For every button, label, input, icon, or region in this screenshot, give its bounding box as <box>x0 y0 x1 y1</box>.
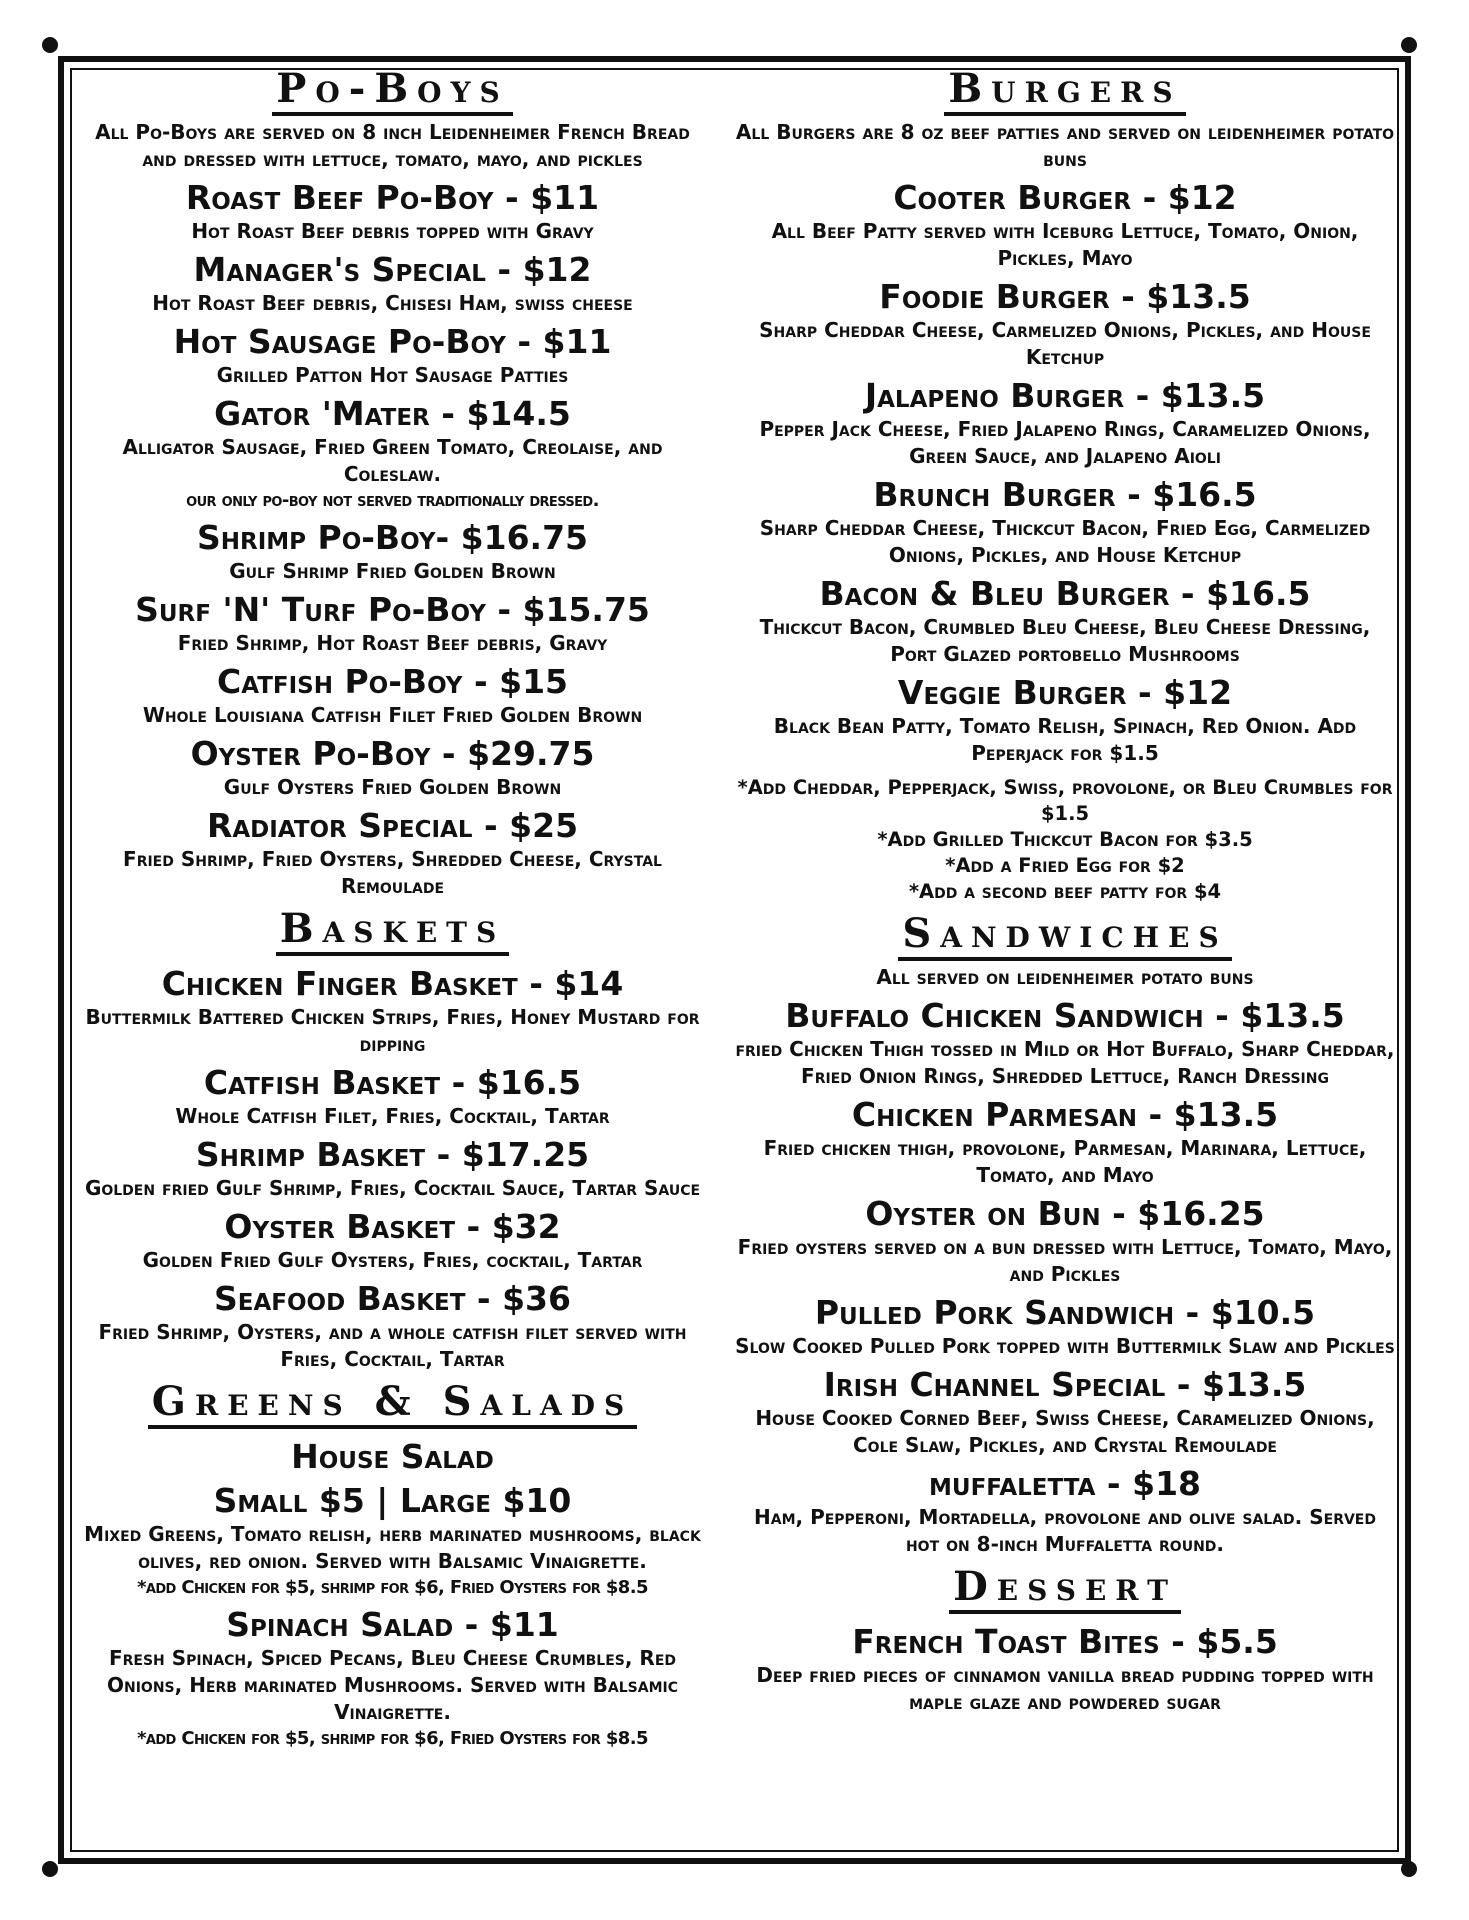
menu-item-name: House Salad <box>291 1437 494 1476</box>
menu-item-name: Buffalo Chicken Sandwich - $13.5 <box>785 996 1345 1035</box>
dessert-title: Dessert <box>949 1566 1181 1614</box>
menu-item-description: Golden fried Gulf Shrimp, Fries, Cocktail Sauce, Tartar Sauce <box>84 1176 701 1200</box>
burgers-intro: All Burgers are 8 oz beef patties and served on leidenheimer potato buns <box>735 120 1395 171</box>
menu-item-name: Pulled Pork Sandwich - $10.5 <box>814 1293 1316 1332</box>
menu-item-description: Whole Catfish Filet, Fries, Cocktail, Tartar <box>175 1104 610 1128</box>
menu-item-name: Gator 'Mater - $14.5 <box>214 394 571 433</box>
poboys-intro: All Po-Boys are served on 8 inch Leidenheimer French Bread and dressed with lettuce, tomato, mayo, and pickles <box>95 120 690 171</box>
menu-item-description: Hot Roast Beef debris topped with Gravy <box>191 219 594 243</box>
menu-item-name: Irish Channel Special - $13.5 <box>823 1365 1307 1404</box>
menu-item-name: Oyster Po-Boy - $29.75 <box>190 734 595 773</box>
menu-item-name: Veggie Burger - $12 <box>897 673 1233 712</box>
menu-item-description: Fried Shrimp, Fried Oysters, Shredded Cheese, Crystal Remoulade <box>123 847 662 898</box>
left-column <box>80 65 705 1751</box>
sandwiches-intro: All served on leidenheimer potato buns <box>876 965 1254 989</box>
menu-item-description: Black Bean Patty, Tomato Relish, Spinach, Red Onion. Add Peperjack for $1.5 <box>773 714 1357 765</box>
baskets-section <box>80 905 705 1373</box>
poboys-section <box>80 65 705 900</box>
corner-dot-bottom-left <box>42 1861 58 1877</box>
sandwiches-title: Sandwiches <box>898 913 1231 961</box>
menu-item-note: *add Chicken for $5, shrimp for $6, Fried Oysters for $8.5 <box>137 1577 648 1598</box>
menu-item-name: Shrimp Po-Boy- $16.75 <box>196 518 589 557</box>
menu-item-description: Alligator Sausage, Fried Green Tomato, Creolaise, and Coleslaw. <box>122 435 663 486</box>
menu-item-description: Pepper Jack Cheese, Fried Jalapeno Rings, Caramelized Onions, Green Sauce, and Jalapeno Aioli <box>759 417 1371 468</box>
addon-line: *Add a second beef patty for $4 <box>908 880 1222 903</box>
corner-dot-top-left <box>42 37 58 53</box>
menu-item-name: Chicken Parmesan - $13.5 <box>851 1095 1279 1134</box>
menu-item-description: Fried chicken thigh, provolone, Parmesan, Marinara, Lettuce, Tomato, and Mayo <box>763 1136 1367 1187</box>
menu-item-description: Grilled Patton Hot Sausage Patties <box>216 363 569 387</box>
menu-item-note: our only po-boy not served traditionally dressed. <box>186 490 599 511</box>
menu-item-description: Deep fried pieces of cinnamon vanilla bread pudding topped with maple glaze and powdered sugar <box>756 1663 1374 1714</box>
addon-line: *Add Grilled Thickcut Bacon for $3.5 <box>877 828 1253 851</box>
menu-item-description: Sharp Cheddar Cheese, Thickcut Bacon, Fried Egg, Carmelized Onions, Pickles, and House Ketchup <box>759 516 1371 567</box>
menu-item-description: Gulf Shrimp Fried Golden Brown <box>229 559 556 583</box>
menu-item-name: Shrimp Basket - $17.25 <box>195 1135 590 1174</box>
right-column <box>735 65 1395 1716</box>
menu-item-description: All Beef Patty served with Iceburg Lettuce, Tomato, Onion, Pickles, Mayo <box>771 219 1359 270</box>
menu-item-name: Bacon & Bleu Burger - $16.5 <box>819 574 1311 613</box>
menu-item-name: Seafood Basket - $36 <box>214 1279 571 1318</box>
menu-item-description: Fried oysters served on a bun dressed with Lettuce, Tomato, Mayo, and Pickles <box>737 1235 1393 1286</box>
menu-item-price: Small $5 | Large $10 <box>213 1481 572 1520</box>
burgers-addons <box>735 775 1395 905</box>
baskets-title: Baskets <box>276 908 510 956</box>
menu-item-name: muffaletta - $18 <box>929 1464 1201 1503</box>
menu-item-name: Hot Sausage Po-Boy - $11 <box>173 322 612 361</box>
corner-dot-top-right <box>1401 37 1417 53</box>
menu-item-description: Slow Cooked Pulled Pork topped with Buttermilk Slaw and Pickles <box>735 1334 1395 1358</box>
menu-item-name: Brunch Burger - $16.5 <box>873 475 1257 514</box>
menu-item-name: Oyster on Bun - $16.25 <box>865 1194 1265 1233</box>
menu-item-name: Catfish Po-Boy - $15 <box>216 662 569 701</box>
menu-item-description: Gulf Oysters Fried Golden Brown <box>223 775 562 799</box>
menu-item-description: Fresh Spinach, Spiced Pecans, Bleu Cheese Crumbles, Red Onions, Herb marinated Mushrooms. Served with Balsamic Vinaigrette. <box>107 1646 678 1724</box>
menu-item-name: Manager's Special - $12 <box>193 250 592 289</box>
salads-section <box>80 1378 705 1751</box>
addon-line: *Add a Fried Egg for $2 <box>945 854 1185 877</box>
menu-item-name: Chicken Finger Basket - $14 <box>161 964 624 1003</box>
menu-item-name: Spinach Salad - $11 <box>226 1605 559 1644</box>
menu-item-description: Buttermilk Battered Chicken Strips, Fries, Honey Mustard for dipping <box>85 1005 700 1056</box>
menu-item-name: French Toast Bites - $5.5 <box>852 1622 1278 1661</box>
menu-item-description: fried Chicken Thigh tossed in Mild or Hot Buffalo, Sharp Cheddar, Fried Onion Rings, Shredded Lettuce, Ranch Dressing <box>735 1037 1395 1088</box>
menu-item-note: *add Chicken for $5, shrimp for $6, Fried Oysters for $8.5 <box>137 1728 648 1749</box>
burgers-section <box>735 65 1395 905</box>
menu-item-name: Catfish Basket - $16.5 <box>203 1063 582 1102</box>
dessert-section <box>735 1563 1395 1716</box>
menu-item-description: Ham, Pepperoni, Mortadella, provolone and olive salad. Served hot on 8-inch Muffaletta round. <box>754 1505 1376 1556</box>
menu-item-description: Sharp Cheddar Cheese, Carmelized Onions, Pickles, and House Ketchup <box>759 318 1371 369</box>
menu-item-description: House Cooked Corned Beef, Swiss Cheese, Caramelized Onions, Cole Slaw, Pickles, and Crystal Remoulade <box>755 1406 1375 1457</box>
menu-item-name: Jalapeno Burger - $13.5 <box>864 376 1266 415</box>
menu-item-name: Roast Beef Po-Boy - $11 <box>185 178 600 217</box>
menu-item-name: Oyster Basket - $32 <box>224 1207 561 1246</box>
addon-line: *Add Cheddar, Pepperjack, Swiss, provolone, or Bleu Crumbles for $1.5 <box>737 776 1393 825</box>
menu-item-name: Radiator Special - $25 <box>206 806 579 845</box>
salads-title: Greens & Salads <box>148 1381 637 1429</box>
menu-item-name: Surf 'N' Turf Po-Boy - $15.75 <box>135 590 650 629</box>
menu-item-description: Golden Fried Gulf Oysters, Fries, cocktail, Tartar <box>142 1248 643 1272</box>
menu-item-description: Thickcut Bacon, Crumbled Bleu Cheese, Bleu Cheese Dressing, Port Glazed portobello Mushrooms <box>759 615 1371 666</box>
sandwiches-section <box>735 910 1395 1558</box>
poboys-title: Po-Boys <box>272 68 512 116</box>
menu-item-description: Mixed Greens, Tomato relish, herb marinated mushrooms, black olives, red onion. Served with Balsamic Vinaigrette. <box>84 1522 701 1573</box>
menu-item-description: Hot Roast Beef debris, Chisesi Ham, swiss cheese <box>152 291 633 315</box>
menu-item-name: Foodie Burger - $13.5 <box>879 277 1251 316</box>
menu-item-name: Cooter Burger - $12 <box>893 178 1237 217</box>
menu-item-description: Fried Shrimp, Hot Roast Beef debris, Gravy <box>177 631 608 655</box>
burgers-title: Burgers <box>944 68 1185 116</box>
menu-item-description: Fried Shrimp, Oysters, and a whole catfish filet served with Fries, Cocktail, Tartar <box>98 1320 687 1371</box>
menu-item-description: Whole Louisiana Catfish Filet Fried Golden Brown <box>142 703 643 727</box>
